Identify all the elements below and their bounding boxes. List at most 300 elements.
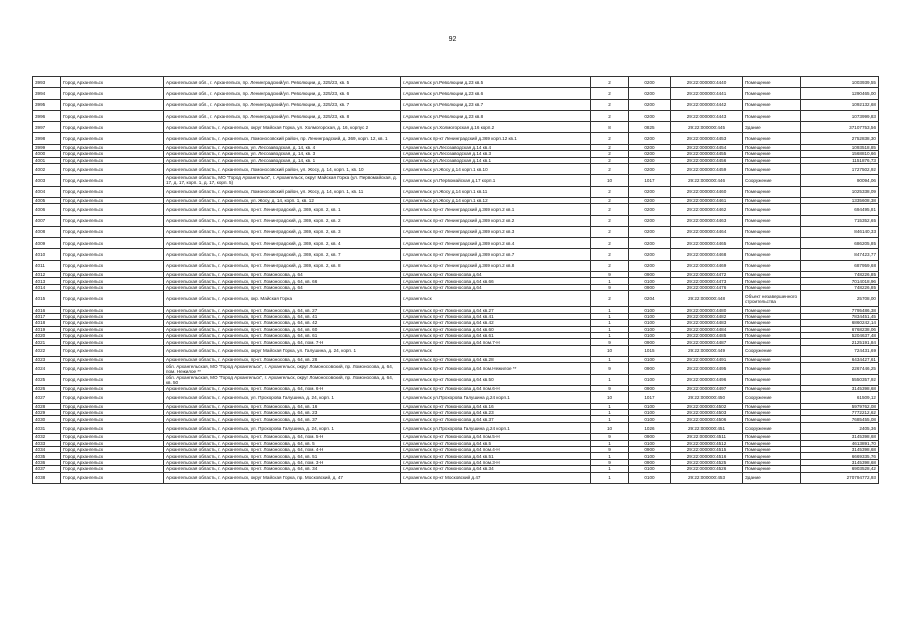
- location-cell: г.Архангельск пр-кт Ломоносова д.64 кв.60: [401, 326, 591, 332]
- cadastral-value-cell: 2405,36: [801, 422, 879, 433]
- location-cell: г.Архангельск пр-кт Ломоносова д.64: [401, 284, 591, 290]
- municipality-cell: Город Архангельск: [61, 357, 164, 363]
- group-cell: 1: [591, 307, 629, 313]
- group-cell: 10: [591, 175, 629, 186]
- code-cell: 0200: [629, 226, 671, 237]
- cadastral-value-cell: 687959,68: [801, 260, 879, 271]
- object-number-cell: 3999: [33, 144, 61, 150]
- code-cell: 0100: [629, 472, 671, 483]
- group-cell: 2: [591, 186, 629, 197]
- cadastral-number-cell: 29:22:000000:4482: [671, 313, 743, 319]
- object-type-cell: Здание: [743, 122, 801, 133]
- location-cell: г.Архангельск ул.Прохорова Галушина д.24 корп.1: [401, 392, 591, 403]
- object-type-cell: Помещение: [743, 226, 801, 237]
- object-number-cell: 4004: [33, 186, 61, 197]
- municipality-cell: Город Архангельск: [61, 144, 164, 150]
- code-cell: 0200: [629, 77, 671, 88]
- location-cell: г.Архангельск ул.Жосу д.14 корп.1 кв.11: [401, 186, 591, 197]
- code-cell: 0100: [629, 326, 671, 332]
- location-cell: г.Архангельск пр-кт Ломоносова д.64 кв.16: [401, 403, 591, 409]
- object-number-cell: 4016: [33, 307, 61, 313]
- code-cell: 1017: [629, 175, 671, 186]
- location-cell: г.Архангельск ул.Революции д.23 кв.8: [401, 110, 591, 121]
- cadastral-number-cell: 29:22:000000:4516: [671, 453, 743, 459]
- location-cell: г.Архангельск ул.Холмогорская д.16 корп.2: [401, 122, 591, 133]
- code-cell: 0900: [629, 363, 671, 374]
- cadastral-value-cell: 846140,33: [801, 226, 879, 237]
- cadastral-number-cell: 29:22:000000:4484: [671, 326, 743, 332]
- municipality-cell: Город Архангельск: [61, 122, 164, 133]
- object-number-cell: 4021: [33, 339, 61, 345]
- object-number-cell: 4001: [33, 157, 61, 163]
- address-cell: обл. Архангельская, МО "Город Архангельск", г. Архангельск, округ Ломоносовский, пр. Ломоносова, д. 64, пом. Нежилое **: [164, 363, 401, 374]
- address-cell: Архангельская область, г. Архангельск, ул. Лесозаводская, д. 14, кв. 3: [164, 151, 401, 157]
- cadastral-number-cell: 29:22:000000:446: [671, 175, 743, 186]
- cadastral-number-cell: 29:22:000000:4491: [671, 357, 743, 363]
- cadastral-value-cell: 5204637,48: [801, 332, 879, 338]
- code-cell: 0200: [629, 215, 671, 226]
- municipality-cell: Город Архангельск: [61, 278, 164, 284]
- address-cell: Архангельская область, г. Архангельск, Ломоносовский район, ул. Жосу, д. 14, корп. 1, кв. 11: [164, 186, 401, 197]
- cadastral-value-cell: 6903528,42: [801, 466, 879, 472]
- group-cell: 2: [591, 88, 629, 99]
- object-number-cell: 4009: [33, 238, 61, 249]
- object-type-cell: Помещение: [743, 278, 801, 284]
- object-type-cell: Сооружение: [743, 422, 801, 433]
- cadastral-value-cell: 1290465,00: [801, 88, 879, 99]
- cadastral-value-cell: 61509,12: [801, 392, 879, 403]
- group-cell: 9: [591, 446, 629, 452]
- code-cell: 0100: [629, 374, 671, 385]
- group-cell: 1: [591, 357, 629, 363]
- object-type-cell: Помещение: [743, 157, 801, 163]
- address-cell: Архангельская область, г. Архангельск, ул. Лесозаводская, д. 14, кв. 4: [164, 144, 401, 150]
- group-cell: 1: [591, 320, 629, 326]
- cadastral-value-cell: 1727502,92: [801, 163, 879, 174]
- group-cell: 1: [591, 278, 629, 284]
- municipality-cell: Город Архангельск: [61, 272, 164, 278]
- object-number-cell: 4003: [33, 175, 61, 186]
- code-cell: 0200: [629, 163, 671, 174]
- cadastral-number-cell: 29:22:000000:445: [671, 122, 743, 133]
- code-cell: 0900: [629, 446, 671, 452]
- code-cell: 0100: [629, 307, 671, 313]
- municipality-cell: Город Архангельск: [61, 307, 164, 313]
- cadastral-number-cell: 29:22:000000:4512: [671, 440, 743, 446]
- object-type-cell: Помещение: [743, 403, 801, 409]
- code-cell: 1015: [629, 345, 671, 356]
- code-cell: 0200: [629, 197, 671, 203]
- object-type-cell: Помещение: [743, 446, 801, 452]
- object-number-cell: 4028: [33, 403, 61, 409]
- code-cell: 0200: [629, 151, 671, 157]
- address-cell: Архангельская область, г. Архангельск, ул. Прохорова Галушина, д. 24, корп. 1: [164, 422, 401, 433]
- location-cell: г.Архангельск ул.Революции д.23 кв.6: [401, 88, 591, 99]
- object-type-cell: Помещение: [743, 386, 801, 392]
- group-cell: 10: [591, 345, 629, 356]
- location-cell: г.Архангельск пр-кт Ленинградский д.369 корп.2 кв.4: [401, 238, 591, 249]
- object-number-cell: 4035: [33, 453, 61, 459]
- cadastral-value-cell: 3145398,68: [801, 386, 879, 392]
- group-cell: 10: [591, 392, 629, 403]
- code-cell: 0100: [629, 278, 671, 284]
- group-cell: 2: [591, 144, 629, 150]
- municipality-cell: Город Архангельск: [61, 440, 164, 446]
- cadastral-value-cell: 3145398,68: [801, 446, 879, 452]
- municipality-cell: Город Архангельск: [61, 110, 164, 121]
- object-type-cell: Помещение: [743, 186, 801, 197]
- address-cell: Архангельская область, г. Архангельск, пр-кт. Ломоносова, д. 64, пом. 5-Н: [164, 434, 401, 440]
- cadastral-value-cell: 5550357,92: [801, 374, 879, 385]
- address-cell: Архангельская область, г. Архангельск, пр-кт. Ломоносова, д. 64, кв. 61: [164, 332, 401, 338]
- location-cell: г.Архангельск пр-кт Московский д.47: [401, 472, 591, 483]
- cadastral-number-cell: 29:22:000000:4461: [671, 197, 743, 203]
- location-cell: г.Архангельск пр-кт Ломоносова д.64: [401, 272, 591, 278]
- group-cell: 1: [591, 472, 629, 483]
- table-row: [33, 110, 879, 121]
- group-cell: 9: [591, 386, 629, 392]
- page-number: 92: [448, 36, 457, 43]
- address-cell: Архангельская область, г. Архангельск, пр-кт. Ленинградский, д. 369, корп. 2, кв. 7: [164, 249, 401, 260]
- municipality-cell: Город Архангельск: [61, 472, 164, 483]
- object-type-cell: Помещение: [743, 110, 801, 121]
- cadastral-value-cell: 847423,77: [801, 249, 879, 260]
- municipality-cell: Город Архангельск: [61, 157, 164, 163]
- object-type-cell: Сооружение: [743, 175, 801, 186]
- municipality-cell: Город Архангельск: [61, 284, 164, 290]
- address-cell: Архангельская область, г. Архангельск, пр-кт. Ломоносова, д. 64, кв. 51: [164, 453, 401, 459]
- address-cell: Архангельская область, г. Архангельск, пр-кт. Ломоносова, д. 64, пом. 6-Н: [164, 386, 401, 392]
- object-type-cell: Сооружение: [743, 392, 801, 403]
- cadastral-number-cell: 29:22:000000:4480: [671, 307, 743, 313]
- table-row: [33, 472, 879, 483]
- municipality-cell: Город Архангельск: [61, 392, 164, 403]
- code-cell: 0200: [629, 204, 671, 215]
- code-cell: 0100: [629, 416, 671, 422]
- cadastral-value-cell: 1003939,55: [801, 77, 879, 88]
- object-type-cell: Помещение: [743, 215, 801, 226]
- municipality-cell: Город Архангельск: [61, 186, 164, 197]
- location-cell: г.Архангельск пр-кт Ломоносова д.64 кв.50: [401, 374, 591, 385]
- group-cell: 2: [591, 163, 629, 174]
- table-row: [33, 99, 879, 110]
- object-type-cell: Помещение: [743, 434, 801, 440]
- municipality-cell: Город Архангельск: [61, 204, 164, 215]
- code-cell: 0825: [629, 122, 671, 133]
- municipality-cell: Город Архангельск: [61, 215, 164, 226]
- address-cell: Архангельская область, г. Архангельск, пр-кт. Ломоносова, д. 64, пом. 3-Н: [164, 459, 401, 465]
- object-number-cell: 4024: [33, 363, 61, 374]
- cadastral-number-cell: 29:22:000000:4455: [671, 151, 743, 157]
- object-type-cell: Помещение: [743, 77, 801, 88]
- address-cell: Архангельская область, г. Архангельск, Ломоносовский район, пр. Ленинградский, д. 369, корп. 12, кв. 1: [164, 133, 401, 144]
- object-number-cell: 4022: [33, 345, 61, 356]
- cadastral-number-cell: 29:22:000000:4463: [671, 215, 743, 226]
- address-cell: обл. Архангельская, МО "Город Архангельск", г. Архангельск, округ Ломоносовский, пр. Ломоносова, д. 64, кв. 50: [164, 374, 401, 385]
- address-cell: Архангельская область, г. Архангельск, пр-кт. Ломоносова, д. 64: [164, 272, 401, 278]
- table-row: [33, 363, 879, 374]
- address-cell: Архангельская область, г. Архангельск, окр. Майская Горка: [164, 291, 401, 307]
- address-cell: Архангельская область, г. Архангельск, пр-кт. Ломоносова, д. 64, пом. 4-Н: [164, 446, 401, 452]
- object-number-cell: 4037: [33, 466, 61, 472]
- address-cell: Архангельская область, г. Архангельск, пр-кт. Ломоносова, д. 64, кв. 42: [164, 320, 401, 326]
- group-cell: 9: [591, 272, 629, 278]
- cadastral-value-cell: 748226,85: [801, 272, 879, 278]
- location-cell: г.Архангельск ул.Прохорова Галушина д.24 корп.1: [401, 422, 591, 433]
- code-cell: 0200: [629, 260, 671, 271]
- location-cell: г.Архангельск пр-кт Ломоносова д.64 пом.6-Н: [401, 386, 591, 392]
- group-cell: 2: [591, 260, 629, 271]
- table-row: [33, 186, 879, 197]
- location-cell: г.Архангельск ул.Жосу д.14 корп.1 кв.12: [401, 197, 591, 203]
- cadastral-value-cell: 7834451,45: [801, 313, 879, 319]
- cadastral-value-cell: 37107753,56: [801, 122, 879, 133]
- object-type-cell: Помещение: [743, 284, 801, 290]
- municipality-cell: Город Архангельск: [61, 197, 164, 203]
- cadastral-value-cell: 715352,65: [801, 215, 879, 226]
- municipality-cell: Город Архангельск: [61, 163, 164, 174]
- municipality-cell: Город Архангельск: [61, 339, 164, 345]
- location-cell: г.Архангельск пр-кт Ломоносова д.64 пом.5-Н: [401, 434, 591, 440]
- cadastral-number-cell: 29:22:000000:4454: [671, 144, 743, 150]
- table-row: [33, 88, 879, 99]
- address-cell: Архангельская обл., г. Архангельск, пр. Ленинградский/ул. Революции, д. 325/23, кв. 6: [164, 88, 401, 99]
- object-number-cell: 4038: [33, 472, 61, 483]
- object-number-cell: 3998: [33, 133, 61, 144]
- object-type-cell: Помещение: [743, 99, 801, 110]
- cadastral-number-cell: 29:22:000000:4497: [671, 386, 743, 392]
- municipality-cell: Город Архангельск: [61, 238, 164, 249]
- cadastral-value-cell: 90094,06: [801, 175, 879, 186]
- object-number-cell: 4036: [33, 459, 61, 465]
- address-cell: Архангельская область, г. Архангельск, ул. Прохорова Галушина, д. 24, корп. 1: [164, 392, 401, 403]
- group-cell: 2: [591, 110, 629, 121]
- object-type-cell: Помещение: [743, 197, 801, 203]
- group-cell: 2: [591, 157, 629, 163]
- location-cell: г.Архангельск пр-кт Ломоносова д.64 пом.7-Н: [401, 339, 591, 345]
- cadastral-value-cell: 270794772,93: [801, 472, 879, 483]
- location-cell: г.Архангельск пр-кт Ленинградский д.369 корп.12 кв.1: [401, 133, 591, 144]
- object-number-cell: 3994: [33, 88, 61, 99]
- object-type-cell: Помещение: [743, 88, 801, 99]
- group-cell: 8: [591, 122, 629, 133]
- cadastral-value-cell: 686205,85: [801, 238, 879, 249]
- group-cell: 2: [591, 133, 629, 144]
- address-cell: Архангельская область, г. Архангельск, пр-кт. Ломоносова, д. 64, пом. 7-Н: [164, 339, 401, 345]
- cadastral-value-cell: 748226,85: [801, 284, 879, 290]
- table-row: [33, 204, 879, 215]
- cadastral-number-cell: 29:22:000000:4506: [671, 416, 743, 422]
- cadastral-value-cell: 25708,00: [801, 291, 879, 307]
- cadastral-value-cell: 4613891,70: [801, 440, 879, 446]
- cadastral-number-cell: 29:22:000000:451: [671, 422, 743, 433]
- location-cell: г.Архангельск пр-кт Ломоносова д.64 пом.3-Н: [401, 459, 591, 465]
- group-cell: 9: [591, 339, 629, 345]
- cadastral-number-cell: 29:22:000000:4442: [671, 99, 743, 110]
- cadastral-number-cell: 29:22:000000:4476: [671, 284, 743, 290]
- municipality-cell: Город Архангельск: [61, 326, 164, 332]
- group-cell: 1: [591, 332, 629, 338]
- location-cell: г.Архангельск пр-кт Ломоносова д.64 кв.37: [401, 416, 591, 422]
- object-number-cell: 4002: [33, 163, 61, 174]
- table-row: [33, 238, 879, 249]
- location-cell: г.Архангельск ул.Лесозаводская д.14 кв.4: [401, 144, 591, 150]
- municipality-cell: Город Архангельск: [61, 260, 164, 271]
- address-cell: Архангельская область, г. Архангельск, Ломоносовский район, ул. Жосу, д. 14, корп. 1, кв. 10: [164, 163, 401, 174]
- table-row: [33, 175, 879, 186]
- object-type-cell: Помещение: [743, 133, 801, 144]
- cadastral-number-cell: 29:22:000000:4441: [671, 88, 743, 99]
- address-cell: Архангельская область, г. Архангельск, округ Майская Горка, ул. Галушина, д. 24, корп. 1: [164, 345, 401, 356]
- object-type-cell: Помещение: [743, 249, 801, 260]
- group-cell: 2: [591, 99, 629, 110]
- cadastral-value-cell: 7772212,62: [801, 410, 879, 416]
- cadastral-number-cell: 29:22:000000:4502: [671, 403, 743, 409]
- table-row: [33, 422, 879, 433]
- code-cell: 0204: [629, 291, 671, 307]
- location-cell: г.Архангельск пр-кт Ломоносова д.64 кв.51: [401, 453, 591, 459]
- address-cell: Архангельская область, г. Архангельск, пр-кт. Ломоносова, д. 64, кв. 34: [164, 466, 401, 472]
- address-cell: Архангельская обл., г. Архангельск, пр. Ленинградский/ул. Революции, д. 325/23, кв. 7: [164, 99, 401, 110]
- cadastral-value-cell: 2752838,30: [801, 133, 879, 144]
- address-cell: Архангельская область, г. Архангельск, пр-кт. Ленинградский, д. 369, корп. 2, кв. 2: [164, 215, 401, 226]
- group-cell: 1: [591, 374, 629, 385]
- location-cell: г.Архангельск пр-кт Ломоносова д.64 кв.42: [401, 320, 591, 326]
- location-cell: г.Архангельск пр-кт Ломоносова д.64 пом.Нежилое **: [401, 363, 591, 374]
- cadastral-value-cell: 1335608,38: [801, 197, 879, 203]
- object-type-cell: Здание: [743, 472, 801, 483]
- group-cell: 2: [591, 226, 629, 237]
- code-cell: 0200: [629, 110, 671, 121]
- address-cell: Архангельская область, г. Архангельск, пр-кт. Ломоносова, д. 64, кв. 41: [164, 313, 401, 319]
- address-cell: Архангельская область, г. Архангельск, пр-кт. Ленинградский, д. 369, корп. 2, кв. 1: [164, 204, 401, 215]
- cadastral-number-cell: 29:22:000000:4526: [671, 466, 743, 472]
- group-cell: 1: [591, 416, 629, 422]
- address-cell: Архангельская область, г. Архангельск, пр-кт. Ломоносова, д. 64, кв. 16: [164, 403, 401, 409]
- code-cell: 0100: [629, 332, 671, 338]
- cadastral-value-cell: 1568810,66: [801, 151, 879, 157]
- municipality-cell: Город Архангельск: [61, 466, 164, 472]
- group-cell: 2: [591, 151, 629, 157]
- municipality-cell: Город Архангельск: [61, 410, 164, 416]
- cadastral-number-cell: 29:22:000000:4440: [671, 77, 743, 88]
- object-number-cell: 4014: [33, 284, 61, 290]
- object-number-cell: 4011: [33, 260, 61, 271]
- table-row: [33, 249, 879, 260]
- object-type-cell: Помещение: [743, 374, 801, 385]
- group-cell: 1: [591, 410, 629, 416]
- cadastral-value-cell: 3145398,68: [801, 434, 879, 440]
- object-type-cell: Помещение: [743, 144, 801, 150]
- location-cell: г.Архангельск: [401, 291, 591, 307]
- code-cell: 1017: [629, 392, 671, 403]
- cadastral-number-cell: 29:22:000000:4483: [671, 320, 743, 326]
- cadastral-number-cell: 29:22:000000:4473: [671, 278, 743, 284]
- code-cell: 0100: [629, 466, 671, 472]
- address-cell: Архангельская область, г. Архангельск, ул. Лесозаводская, д. 14, кв. 1: [164, 157, 401, 163]
- code-cell: 0200: [629, 144, 671, 150]
- location-cell: г.Архангельск ул.Жосу д.14 корп.1 кв.10: [401, 163, 591, 174]
- code-cell: 0200: [629, 88, 671, 99]
- group-cell: 2: [591, 197, 629, 203]
- object-type-cell: Помещение: [743, 313, 801, 319]
- object-number-cell: 4013: [33, 278, 61, 284]
- location-cell: г.Архангельск ул.Первомайская д.17 корп.1: [401, 175, 591, 186]
- object-number-cell: 3993: [33, 77, 61, 88]
- cadastral-value-cell: 6768238,06: [801, 326, 879, 332]
- object-number-cell: 4017: [33, 313, 61, 319]
- address-cell: Архангельская область, г. Архангельск, пр-кт. Ломоносова, д. 64, кв. 37: [164, 416, 401, 422]
- cadastral-value-cell: 2267446,25: [801, 363, 879, 374]
- address-cell: Архангельская область, г. Архангельск, пр-кт. Ленинградский, д. 369, корп. 2, кв. 3: [164, 226, 401, 237]
- object-number-cell: 3995: [33, 99, 61, 110]
- group-cell: 1: [591, 326, 629, 332]
- group-cell: 1: [591, 466, 629, 472]
- municipality-cell: Город Архангельск: [61, 374, 164, 385]
- registry-body: [33, 77, 879, 484]
- object-type-cell: Помещение: [743, 416, 801, 422]
- object-type-cell: Помещение: [743, 320, 801, 326]
- location-cell: г.Архангельск пр-кт Ленинградский д.369 корп.2 кв.2: [401, 215, 591, 226]
- cadastral-registry-table: [32, 76, 879, 484]
- cadastral-value-cell: 1025338,09: [801, 186, 879, 197]
- object-number-cell: 4025: [33, 374, 61, 385]
- cadastral-value-cell: 7014018,96: [801, 278, 879, 284]
- location-cell: г.Архангельск пр-кт Ленинградский д.369 корп.2 кв.3: [401, 226, 591, 237]
- location-cell: г.Архангельск пр-кт Ленинградский д.369 корп.2 кв.8: [401, 260, 591, 271]
- location-cell: г.Архангельск пр-кт Ломоносова д.64 кв.66: [401, 278, 591, 284]
- code-cell: 0200: [629, 186, 671, 197]
- object-number-cell: 4030: [33, 416, 61, 422]
- municipality-cell: Город Архангельск: [61, 363, 164, 374]
- code-cell: 0900: [629, 339, 671, 345]
- cadastral-value-cell: 2125191,84: [801, 339, 879, 345]
- cadastral-number-cell: 29:22:000000:4456: [671, 157, 743, 163]
- cadastral-value-cell: 6860242,14: [801, 320, 879, 326]
- location-cell: г.Архангельск пр-кт Ленинградский д.369 корп.2 кв.7: [401, 249, 591, 260]
- location-cell: г.Архангельск пр-кт Ломоносова д.64 кв.27: [401, 307, 591, 313]
- municipality-cell: Город Архангельск: [61, 175, 164, 186]
- municipality-cell: Город Архангельск: [61, 434, 164, 440]
- cadastral-value-cell: 724431,69: [801, 345, 879, 356]
- code-cell: 0900: [629, 272, 671, 278]
- object-type-cell: Помещение: [743, 466, 801, 472]
- group-cell: 9: [591, 284, 629, 290]
- cadastral-value-cell: 1093518,85: [801, 144, 879, 150]
- table-row: [33, 163, 879, 174]
- group-cell: 2: [591, 291, 629, 307]
- table-row: [33, 226, 879, 237]
- object-number-cell: 4019: [33, 326, 61, 332]
- municipality-cell: Город Архангельск: [61, 332, 164, 338]
- cadastral-number-cell: 29:22:000000:4468: [671, 249, 743, 260]
- cadastral-number-cell: 29:22:000000:449: [671, 345, 743, 356]
- group-cell: 1: [591, 453, 629, 459]
- cadastral-value-cell: 6434427,61: [801, 357, 879, 363]
- cadastral-value-cell: 7795486,38: [801, 307, 879, 313]
- municipality-cell: Город Архангельск: [61, 446, 164, 452]
- cadastral-number-cell: 29:22:000000:4460: [671, 186, 743, 197]
- code-cell: 0100: [629, 357, 671, 363]
- municipality-cell: Город Архангельск: [61, 313, 164, 319]
- object-type-cell: Помещение: [743, 260, 801, 271]
- code-cell: 0200: [629, 133, 671, 144]
- cadastral-value-cell: 7685455,08: [801, 416, 879, 422]
- location-cell: г.Архангельск пр-кт Ленинградский д.369 корп.2 кв.1: [401, 204, 591, 215]
- address-cell: Архангельская область, г. Архангельск, пр-кт. Ломоносова, д. 64, кв. 60: [164, 326, 401, 332]
- address-cell: Архангельская обл., г. Архангельск, пр. Ленинградский/ул. Революции, д. 325/23, кв. 8: [164, 110, 401, 121]
- cadastral-number-cell: 29:22:000000:450: [671, 392, 743, 403]
